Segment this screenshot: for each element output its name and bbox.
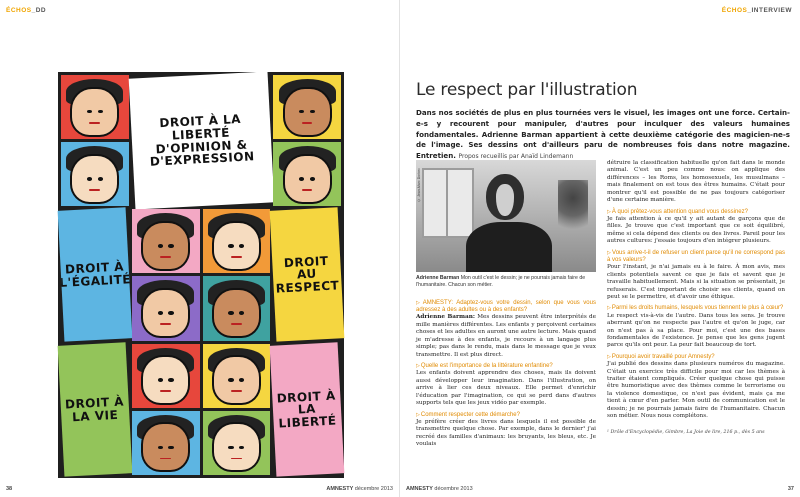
portrait-face: [141, 221, 190, 271]
portrait-tile: [132, 411, 200, 475]
portrait-mouth: [160, 256, 171, 258]
rights-sign: DROIT AU RESPECT: [270, 208, 345, 343]
photo-plant: [558, 180, 588, 240]
portrait-tile: [203, 344, 271, 408]
interview-answer: [607, 361, 785, 421]
portrait-eye: [158, 378, 163, 382]
answer-text: Les enfants doivent apprendre des choses, mais ils doivent aussi développer leur imagination. Dans l'illustration, on arrive à lier ces deux niveaux. Elle permet d'enrichir l'éducation par l'imagination, ce qui se perd dans d'autres supports tels que les jeux vidéo par exemple.: [416, 370, 596, 407]
caption-name: Adrienne Barman: [416, 275, 460, 281]
portrait-tile: [273, 75, 341, 139]
portrait-eye: [158, 311, 163, 315]
photo-figure-body: [466, 222, 552, 272]
portrait-tile: [203, 411, 271, 475]
question-marker-icon: ▷: [607, 353, 611, 360]
right-folio: [788, 486, 794, 492]
rights-sign: DROIT À LA VIE: [58, 342, 133, 477]
portrait-mouth: [89, 122, 100, 124]
portrait-eye: [299, 177, 304, 181]
portrait-eye: [239, 311, 244, 315]
right-folio-mag: [406, 486, 473, 492]
portrait-mouth: [302, 122, 313, 124]
caption-text: Mon outil c'est le dessin; je ne pourrais jamais faire de l'humanitaire. Chacun son métier.: [416, 275, 586, 288]
portrait-face: [141, 422, 190, 472]
photo-caption: [416, 275, 596, 289]
running-head-rest: _INTERVIEW: [747, 7, 792, 14]
interview-question: [607, 354, 785, 361]
right-running-head: [722, 7, 792, 14]
portrait-face: [141, 288, 190, 338]
portrait-face: [283, 154, 332, 204]
answer-speaker: Adrienne Barman:: [416, 314, 475, 321]
interview-answer: [416, 419, 596, 449]
rights-illustration: [58, 72, 344, 478]
portrait-tile: [61, 142, 129, 206]
portrait-eye: [168, 311, 173, 315]
folio-number: 38: [6, 486, 13, 492]
portrait-eye: [87, 110, 92, 114]
portrait-face: [70, 87, 119, 137]
folio-number: 37: [787, 486, 794, 492]
folio-magazine: AMNESTY: [406, 486, 433, 492]
portrait-tile: [203, 209, 271, 273]
portrait-eye: [168, 446, 173, 450]
portrait-face: [141, 355, 190, 405]
portrait-tile: [132, 344, 200, 408]
interview-answer: [607, 313, 785, 350]
question-marker-icon: ▷: [607, 305, 611, 312]
interview-question: [416, 412, 596, 419]
question-marker-icon: ▷: [416, 363, 420, 370]
question-marker-icon: ▷: [416, 300, 422, 306]
interview-question: [607, 305, 785, 312]
question-marker-icon: ▷: [607, 249, 612, 256]
question-text: Quelle est l'importance de la littérature enfantine?: [420, 363, 553, 370]
photo-window: [422, 168, 474, 238]
question-text: AMNESTY: Adaptez-vous votre dessin, selon que vous vous adressez à des adultes ou à des enfants?: [416, 300, 596, 314]
portrait-face: [212, 355, 261, 405]
interview-answer: [607, 216, 785, 246]
portrait-eye: [168, 378, 173, 382]
portrait-mouth: [302, 189, 313, 191]
question-text: Comment respecter cette démarche?: [420, 411, 520, 418]
portrait-eye: [158, 244, 163, 248]
portrait-face: [283, 87, 332, 137]
answer-text: Je préfère créer des livres dans lesquels il est possible de transmettre quelque chose. Par exemple, dans le dernier¹ j'ai recréé des familles d'animaux: les bruyants, les bleus, etc. Je voulais: [416, 418, 596, 448]
left-folio-mag: [326, 486, 393, 492]
portrait-face: [70, 154, 119, 204]
rights-sign: DROIT À LA LIBERTÉ D'OPINION & D'EXPRESSION: [128, 71, 273, 209]
portrait-eye: [228, 311, 233, 315]
portrait-eye: [168, 244, 173, 248]
portrait-eye: [310, 177, 315, 181]
footnote: ¹ Drôle d'Encyclopédie, Gimbre, La Joie de lire, 216 p., dès 5 ans: [607, 429, 765, 435]
intro-credit: Propos recueillis par Anaïd Lindemann: [458, 153, 574, 161]
interview-answer: [416, 314, 596, 359]
interview-answer: [607, 160, 785, 205]
folio-magazine: AMNESTY: [326, 486, 354, 492]
portrait-mouth: [160, 458, 171, 460]
portrait-mouth: [231, 458, 242, 460]
portrait-tile: [132, 276, 200, 340]
interview-question: [416, 300, 596, 314]
portrait-eye: [98, 177, 103, 181]
folio-date: décembre 2013: [434, 486, 473, 492]
article-title: Le respect par l'illustration: [416, 80, 638, 100]
portrait-tile: [132, 209, 200, 273]
portrait-eye: [228, 244, 233, 248]
right-page: [400, 0, 800, 497]
interview-answer: [607, 264, 785, 301]
question-marker-icon: ▷: [416, 411, 420, 418]
rights-sign: DROIT À LA LIBERTÉ: [270, 342, 345, 477]
article-intro: [416, 108, 790, 163]
portrait-eye: [228, 446, 233, 450]
running-head-accent: ÉCHOS: [721, 7, 748, 14]
interview-answer: [416, 370, 596, 407]
answer-text: Pour l'instant, je n'ai jamais eu à le faire. À mon avis, mes clients potentiels savent ce que je fais et savent que je travaille habituellement. Mais si la situation se présentait, je refuserais. C'est important de choisir ses clients, quand on peut se le permettre, et d'avoir une éthique.: [607, 264, 785, 300]
portrait-mouth: [89, 189, 100, 191]
running-head-accent: ÉCHOS: [6, 7, 32, 14]
question-text: Parmi les droits humains, lesquels vous tiennent le plus à cœur?: [611, 305, 784, 312]
portrait-mouth: [231, 390, 242, 392]
folio-date: décembre 2013: [354, 486, 393, 492]
portrait-eye: [228, 378, 233, 382]
portrait-face: [212, 288, 261, 338]
portrait-eye: [98, 110, 103, 114]
portrait-mouth: [160, 390, 171, 392]
portrait-eye: [239, 378, 244, 382]
running-head-rest: _DD: [31, 7, 47, 14]
answer-text: Le respect vis-à-vis de l'autre. Dans tous les sens. Je trouve aberrant qu'on ne respecte pas l'autre et qu'on le juge, car on n'est pas à sa place. Pour moi, c'est une des bases fondamentales de l'existence. Je pense que les gens jugent parce qu'ils ont peur. La peur fait beaucoup de tort.: [607, 312, 785, 349]
left-folio: [6, 486, 12, 492]
question-marker-icon: ▷: [607, 208, 611, 215]
answer-text: détruire la classification habituelle qu'on fait dans le monde animal. C'est un peu comme nous: on applique des différences – les Roms, les homosexuels, les musulmans – mais finalement on est tous des êtres humains. C'était pour montrer qu'il est possible de ne pas toujours catégoriser d'une certaine manière.: [607, 160, 785, 204]
portrait-eye: [310, 110, 315, 114]
left-running-head: [6, 7, 46, 14]
portrait-mouth: [231, 323, 242, 325]
question-text: À quoi prêtez-vous attention quand vous dessinez?: [611, 208, 748, 215]
photo-figure-head: [486, 174, 524, 220]
answer-text: Je fais attention à ce qu'il y ait autant de garçons que de filles. Je trouve que c'est important que ce soit équilibré, même si cela dépend des clients ou des livres. Pareil pour les autres cultures: j'essaie toujours d'en intégrer plusieurs.: [607, 215, 785, 245]
question-text: Pourquoi avoir travaillé pour Amnesty?: [611, 353, 715, 360]
article-column-2: [607, 160, 785, 436]
interview-question: [607, 209, 785, 216]
portrait-face: [212, 221, 261, 271]
photo-credit: © Jean-Marc Dorbec: [417, 168, 421, 202]
answer-text: J'ai publié des dessins dans plusieurs numéros du magazine. C'était un exercice très difficile pour moi car les thèmes à traiter étaient compliqués. Créer quelque chose qui puisse être humoristique avec des thèmes comme le terrorisme ou la violence domestique, ce n'est pas évident, mais ça me tient à cœur d'en parler. Mon outil de communication est le dessin; je ne pourrais jamais faire de l'humanitaire. Chacun son métier. Nous nous complétons.: [607, 361, 785, 420]
portrait-face: [212, 422, 261, 472]
portrait-mouth: [160, 323, 171, 325]
portrait-photo: [416, 160, 596, 272]
portrait-tile: [61, 75, 129, 139]
rights-sign: DROIT À L'ÉGALITÉ: [58, 208, 133, 343]
portrait-eye: [239, 446, 244, 450]
portrait-tile: [203, 276, 271, 340]
portrait-mouth: [231, 256, 242, 258]
portrait-eye: [299, 110, 304, 114]
intro-text: Dans nos sociétés de plus en plus tournées vers le visuel, les images ont une force. Certain-e-s y recourent pour manipuler, d'autres pour inculquer des valeurs humaines fondamentales. Adrienne Barman appartient à cette deuxième catégorie des magicien-ne-s de l'image. Ses dessins ont d'ailleurs paru de nombreuses fois dans notre magazine. Entretien.: [416, 108, 790, 161]
interview-question: [607, 250, 785, 264]
portrait-eye: [239, 244, 244, 248]
interview-question: [416, 363, 596, 370]
article-column-1: [416, 296, 596, 449]
portrait-tile: [273, 142, 341, 206]
portrait-eye: [87, 177, 92, 181]
question-text: Vous arrive-t-il de refuser un client parce qu'il ne correspond pas à vos valeurs?: [607, 249, 785, 263]
portrait-eye: [158, 446, 163, 450]
answer-text: Mes dessins peuvent être interprétés de mille manières différentes. Les enfants y perçoivent certaines choses et les adultes en auront une autre lecture. Mais quand je m'adresse à des enfants, je recours à un langage plus simple; pas dans le rendu, mais dans le message que je veux transmettre. Il est plus direct.: [416, 314, 597, 358]
